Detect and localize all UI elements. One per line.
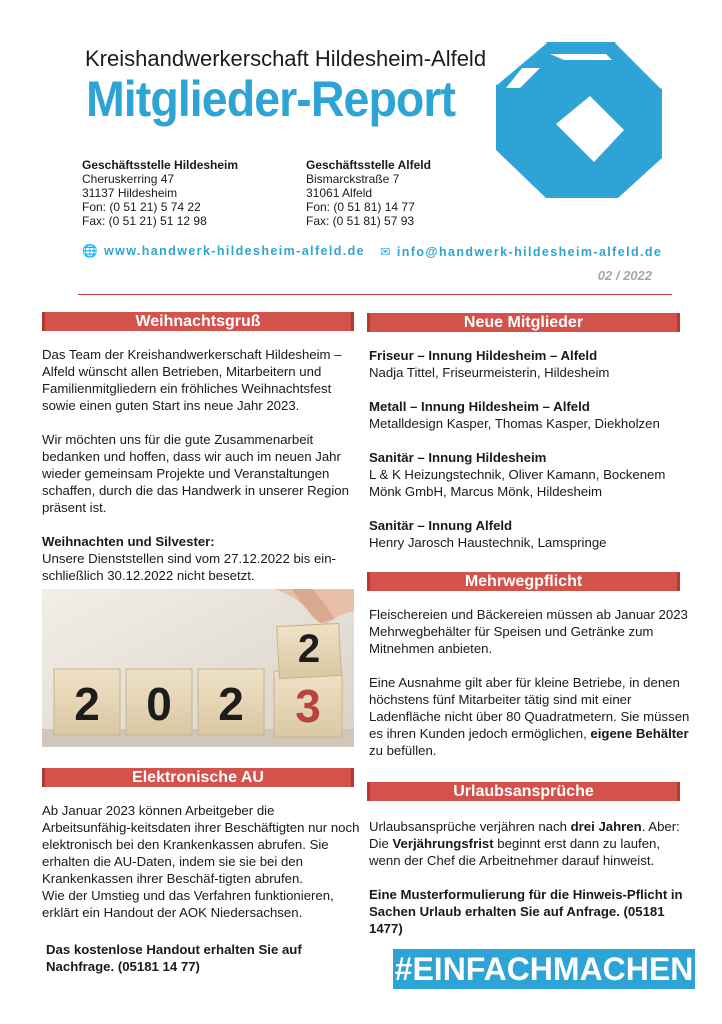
mehrweg-text: Eine Ausnahme gilt aber für kleine Betriebe, in denen höchstens fünf Mitarbeiter tätig sind mit einer Ladenfläche nicht über 80 Quadratmetern. Sie müssen es ihren Kunden jedoch ermöglichen, [369,675,690,741]
photo-digit: 2 [218,678,244,730]
website-link[interactable] [82,244,365,259]
office-city: 31137 Hildesheim [82,186,178,200]
office-street: Bismarckstraße 7 [306,172,400,186]
office-phone: Fon: (0 51 81) 14 77 [306,200,415,214]
member-group-title: Metall – Innung Hildesheim – Alfeld [369,399,590,414]
office-fax: Fax: (0 51 81) 57 93 [306,214,415,228]
urlaub-paragraph: Eine Musterformulierung für die Hinweis-Pflicht in Sachen Urlaub erhalten Sie auf Anfrage. (05181 1477) [369,887,683,936]
section-heading-neue-mitglieder: Neue Mitglieder [367,313,680,332]
au-handout-note: Das kostenlose Handout erhalten Sie auf Nachfrage. (05181 14 77) [46,942,302,974]
member-entry: Metalldesign Kasper, Thomas Kasper, Diekholzen [369,416,660,431]
globe-icon: 🌐 [82,244,99,258]
member-group-title: Friseur – Innung Hildesheim – Alfeld [369,348,598,363]
office-street: Cheruskerring 47 [82,172,175,186]
hexagon-logo-icon [494,40,664,200]
mehrweg-paragraph: Fleischereien und Bäckereien müssen ab Januar 2023 Mehrwegbehälter für Speisen und Getränke zum Mitnehmen anbieten. [369,607,688,656]
urlaub-emphasis: drei Jahren [570,819,642,834]
au-section [42,802,364,921]
office-phone: Fon: (0 51 21) 5 74 22 [82,200,201,214]
urlaub-emphasis: Verjährungsfrist [392,836,494,851]
member-group-title: Sanitär – Innung Alfeld [369,518,513,533]
member-group-title: Sanitär – Innung Hildesheim [369,450,547,465]
email-text[interactable]: info@handwerk-hildesheim-alfeld.de [396,245,663,259]
urlaub-section [369,818,693,937]
au-paragraph: Ab Januar 2023 können Arbeitgeber die Arbeitsunfähig-keitsdaten ihrer Beschäftigten nur noch elektronisch bei den Krankenkassen abrufen. Sie erhalten die AU-Daten, indem sie sie bei den Krankenkassen ihrer Beschäf-tigten abrufen. [42,803,360,886]
mehrweg-text: zu befüllen. [369,743,437,758]
section-heading-mehrwegpflicht: Mehrwegpflicht [367,572,680,591]
website-text[interactable]: www.handwerk-hildesheim-alfeld.de [103,244,366,258]
weihnacht-section [42,346,356,584]
office-hildesheim [82,158,238,228]
photo-digit: 2 [74,678,100,730]
organization-name: Kreishandwerkerschaft Hildesheim-Alfeld [85,46,487,71]
hashtag-banner: #EINFACHMACHEN [394,951,694,987]
report-title: Mitglieder-Report [86,71,456,127]
header-divider [78,294,672,295]
urlaub-text: Urlaubsansprüche verjähren nach [369,819,571,834]
section-heading-elektronische-au: Elektronische AU [42,768,354,787]
photo-digit: 3 [295,680,321,732]
member-entry: Nadja Tittel, Friseurmeisterin, Hildesheim [369,365,610,380]
office-city: 31061 Alfeld [306,186,373,200]
office-alfeld [306,158,431,228]
member-entry: Henry Jarosch Haustechnik, Lamspringe [369,535,607,550]
envelope-icon: ✉ [380,245,392,259]
mehrweg-section [369,606,691,759]
member-entry: L & K Heizungstechnik, Oliver Kamann, Bockenem [369,467,666,482]
member-group [369,398,689,432]
member-entry: Mönk GmbH, Marcus Mönk, Hildesheim [369,484,603,499]
weihnacht-closing: Unsere Dienststellen sind vom 27.12.2022 bis ein-schließlich 30.12.2022 nicht besetzt. [42,551,336,583]
photo-digit: 0 [146,678,172,730]
issue-number: 02 / 2022 [597,268,652,283]
office-name: Geschäftsstelle Alfeld [306,158,431,172]
weihnacht-subheading: Weihnachten und Silvester: [42,534,215,549]
new-members-list [369,347,689,551]
member-group [369,347,689,381]
section-heading-urlaubsansprueche: Urlaubsansprüche [367,782,680,801]
urlaub-paragraph [369,818,693,869]
member-group [369,449,689,500]
email-link[interactable] [380,244,662,259]
urlaub-text: . Aber: Die [369,819,680,851]
member-group [369,517,689,551]
weihnacht-paragraph: Wir möchten uns für die gute Zusammenarbeit bedanken und hoffen, dass wir auch im neuen Jahr wieder gemeinsam Projekte und Veranstaltungen schaffen, durch die das Handwerk in unserer Region präsent ist. [42,432,349,515]
weihnacht-paragraph: Das Team der Kreishandwerkerschaft Hildesheim – Alfeld wünscht allen Betrieben, Mitarbeitern und Familienmitgliedern ein fröhliches Weihnachtsfest sowie einen guten Start ins neue Jahr 2023. [42,347,342,413]
photo-digit-top: 2 [297,627,321,671]
office-fax: Fax: (0 51 21) 51 12 98 [82,214,207,228]
au-paragraph: Wie der Umstieg und das Verfahren funktionieren, erklärt ein Handout der AOK Niedersachsen. [42,888,334,920]
new-year-photo [42,589,354,747]
mehrweg-paragraph [369,674,691,759]
office-name: Geschäftsstelle Hildesheim [82,158,239,172]
section-heading-weihnachtsgruss: Weihnachtsgruß [42,312,354,331]
mehrweg-emphasis: eigene Behälter [590,726,689,741]
urlaub-text: beginnt erst dann zu laufen, wenn der Chef die Arbeitnehmer darauf hinweist. [369,836,661,868]
